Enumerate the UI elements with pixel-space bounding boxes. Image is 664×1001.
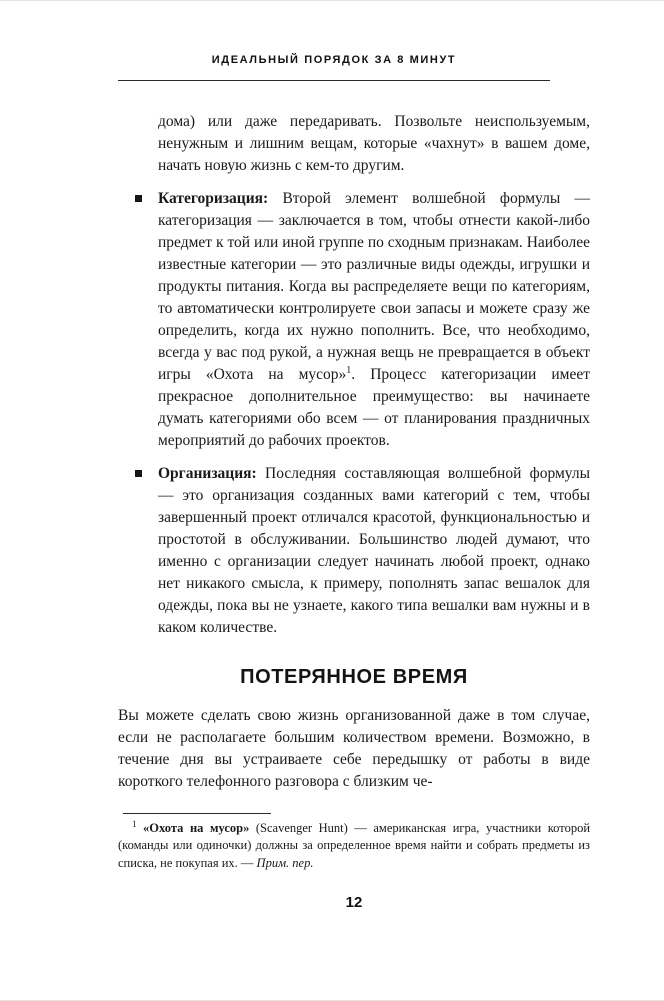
section-heading: ПОТЕРЯННОЕ ВРЕМЯ (240, 666, 468, 688)
bullet-term: Категоризация: (158, 190, 269, 207)
footnote-rule (123, 813, 271, 814)
footnote-text: (Scavenger Hunt) — американская игра, участники которой (команды или одиночки) должны за определенное время найти и собрать предметы из списка, не покупая их. — (118, 820, 591, 870)
page-body (118, 111, 590, 793)
bullet-text: Второй элемент волшебной формулы — категоризация — заключается в том, чтобы отнести какой-либо предмет к той или иной группе по сходным признакам. Наиболее известные категории — это различные виды одежды, игрушки и продукты питания. Когда вы распределяете вещи по категориям, то автоматически контролируете свои запасы и можете сразу же определить, когда их нужно пополнить. Все, что необходимо, всегда у вас под рукой, а нужная вещь не превращается в объект игры «Охота на мусор» (158, 190, 590, 383)
page-number: 12 (345, 894, 363, 911)
section-paragraph: Вы можете сделать свою жизнь организованной даже в том случае, если не располагаете большим количеством времени. Возможно, в течение дня вы устраиваете себе передышку от работы в виде короткого телефонного разговора с близким че- (118, 707, 590, 790)
page-footer (118, 813, 590, 915)
footnote (118, 820, 590, 873)
footnote-reference: 1 (346, 364, 352, 376)
footnote-marker: 1 (132, 818, 137, 829)
page-header (118, 49, 590, 81)
running-title: ИДЕАЛЬНЫЙ ПОРЯДОК ЗА 8 МИНУТ (118, 49, 550, 81)
bullet-item-organization (118, 463, 590, 639)
continued-paragraph: дома) или даже передаривать. Позвольте неиспользуемым, ненужным и лишним вещам, которые «чахнут» в вашем доме, начать новую жизнь с кем-то другим. (158, 113, 590, 174)
bullet-text: Последняя составляющая волшебной формулы — это организация созданных вами категорий с тем, чтобы завершенный проект отличался красотой, функциональностью и простотой в обслуживании. Большинство людей думают, что именно с организации следует начинать любой проект, однако нет никакого смысла, к примеру, пополнять запас вешалок для одежды, пока вы не узнаете, какого типа вешалки вам нужны и в каком количестве. (158, 465, 591, 636)
footnote-term: «Охота на мусор» (143, 820, 250, 835)
square-bullet-icon (135, 195, 142, 202)
bullet-item-categorization (118, 188, 590, 452)
footnote-note: Прим. пер. (256, 855, 314, 870)
bullet-term: Организация: (158, 465, 257, 482)
bullet-list (118, 188, 590, 639)
bullet-text-after: . Процесс категоризации имеет прекрасное дополнительное преимущество: вы начинаете думать категориями обо всем — от планирования праздничных мероприятий до рабочих проектов. (158, 366, 590, 449)
square-bullet-icon (135, 470, 142, 477)
